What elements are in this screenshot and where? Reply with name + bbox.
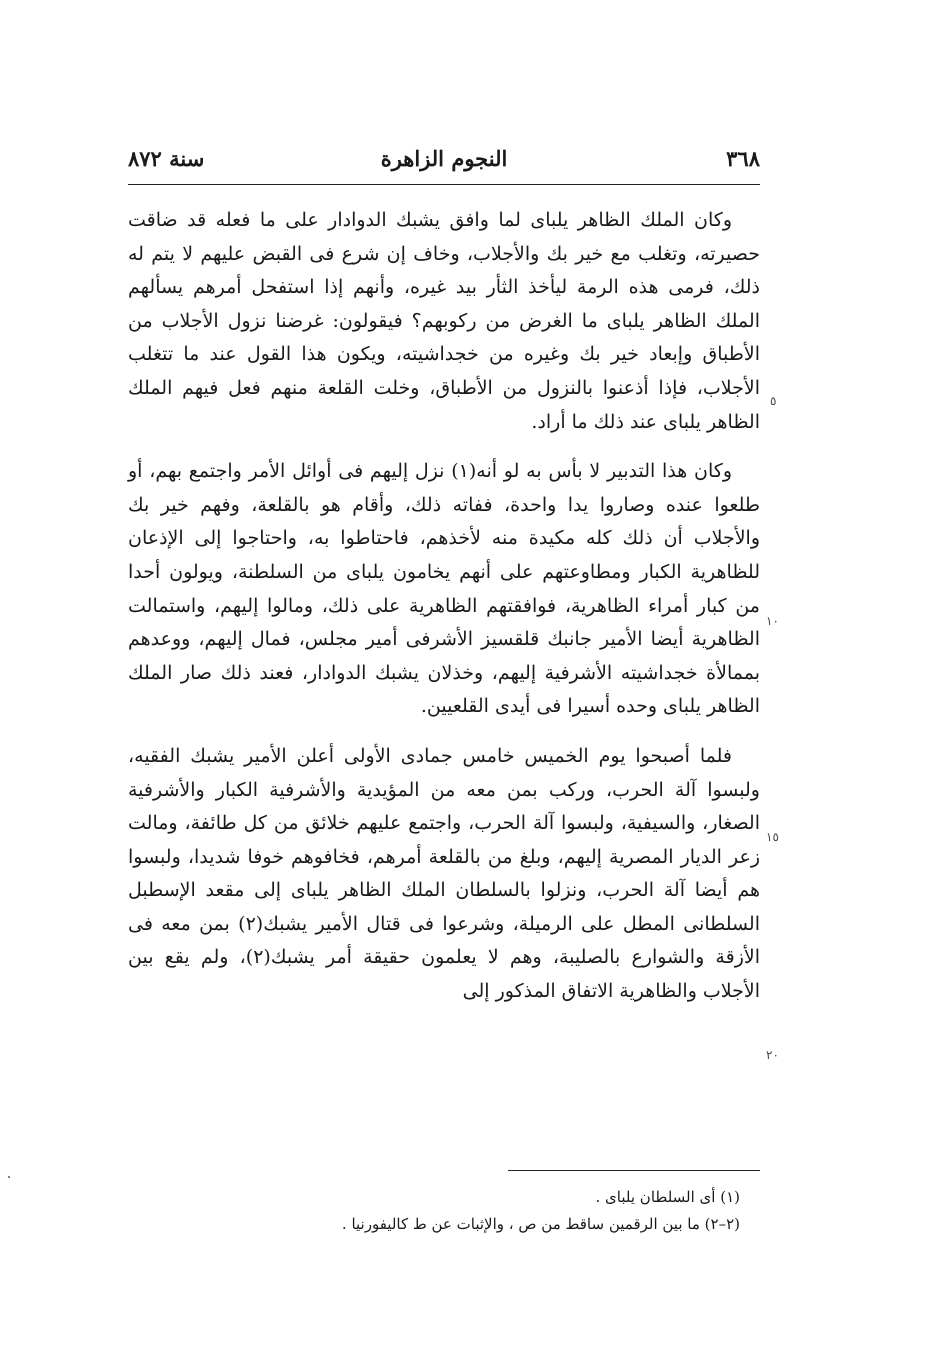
scan-speck [8,1176,10,1178]
footnote-rule [508,1170,760,1171]
paragraph-3: فلما أصبحوا يوم الخميس خامس جمادى الأولى أعلن الأمير يشبك الفقيه، ولبسوا آلة الحرب، وركب بمن معه من المؤيدية والأشرفية الكبار والأشرفية الصغار، والسيفية، ولبسوا آلة الحرب، واجتمع عليهم خلائق من كل طائفة، ومالت زعر الديار المصرية إليهم، وبلغ من بالقلعة أمرهم، فخافوهم خوفا شديدا، ولبسوا هم أيضا آلة الحرب، ونزلوا بالسلطان الملك الظاهر يلباى إلى مقعد الإسطبل السلطانى المطل على الرميلة، وشرعوا فى قتال الأمير يشبك(٢) بمن معه فى الأزقة والشوارع بالصليبة، وهم لا يعلمون حقيقة أمر يشبك(٢)، ولم يقع بين الأجلاب والظاهرية الاتفاق المذكور إلى [128,744,760,1003]
main-text [128,204,760,1025]
line-number-10: ١٠ [766,614,779,628]
page-number: ٣٦٨ [726,146,760,171]
year-label: سنة ٨٧٢ [128,146,205,171]
footnotes [128,1184,760,1238]
line-number-20: ٢٠ [766,1048,779,1062]
footnote-2: (٢–٢) ما بين الرقمين ساقط من ص ، والإثبات عن ط كاليفورنيا . [341,1215,740,1233]
paragraph-1: وكان الملك الظاهر يلباى لما وافق يشبك الدوادار على ما فعله قد ضاقت حصيرته، وتغلب مع خير بك والأجلاب، وخاف إن شرع فى القبض عليهم لا يتم له ذلك، فرمى هذه الرمة ليأخذ الثأر بيد غيره، وأنهم إذا استفحل أمرهم يسألهم الملك الظاهر يلباى ما الغرض من ركوبهم؟ فيقولون: غرضنا نزول الأجلاب من الأطباق وإبعاد خير بك وغيره من خجداشيته، ويكون هذا القول عند ما تتغلب الأجلاب، فإذا أذعنوا بالنزول من الأطباق، وخلت القلعة منهم فعل فيهم الملك الظاهر يلباى عند ذلك ما أراد. [128,209,760,433]
paragraph-2: وكان هذا التدبير لا بأس به لو أنه(١) نزل إليهم فى أوائل الأمر واجتمع بهم، أو طلعوا عنده وصاروا يدا واحدة، ففاته ذلك، وأقام هو بالقلعة، وفهم خير بك والأجلاب أن ذلك كله مكيدة منه لأخذهم، فاحتاطوا به، واحتاجوا إلى الإذعان للظاهرية الكبار ومطاوعتهم على أنهم يخامون يلباى من السلطنة، ويولون أحدا من كبار أمراء الظاهرية، فوافقتهم الظاهرية على ذلك، ومالوا إليهم، واستمالت الظاهرية أيضا الأمير جانبك قلقسيز الأشرفى أمير مجلس، فمال إليهم، ووعدهم بممالأة خجداشيته الأشرفية إليهم، وخذلان يشبك الدوادار، فعند ذلك صار الملك الظاهر يلباى وحده أسيرا فى أيدى القلعيين. [128,460,760,718]
footnote-1: (١) أى السلطان يلباى . [595,1188,740,1206]
page-header [128,144,760,176]
header-rule [128,184,760,185]
line-number-5: ٥ [770,394,777,408]
line-number-15: ١٥ [766,830,779,844]
running-title: النجوم الزاهرة [380,146,508,171]
